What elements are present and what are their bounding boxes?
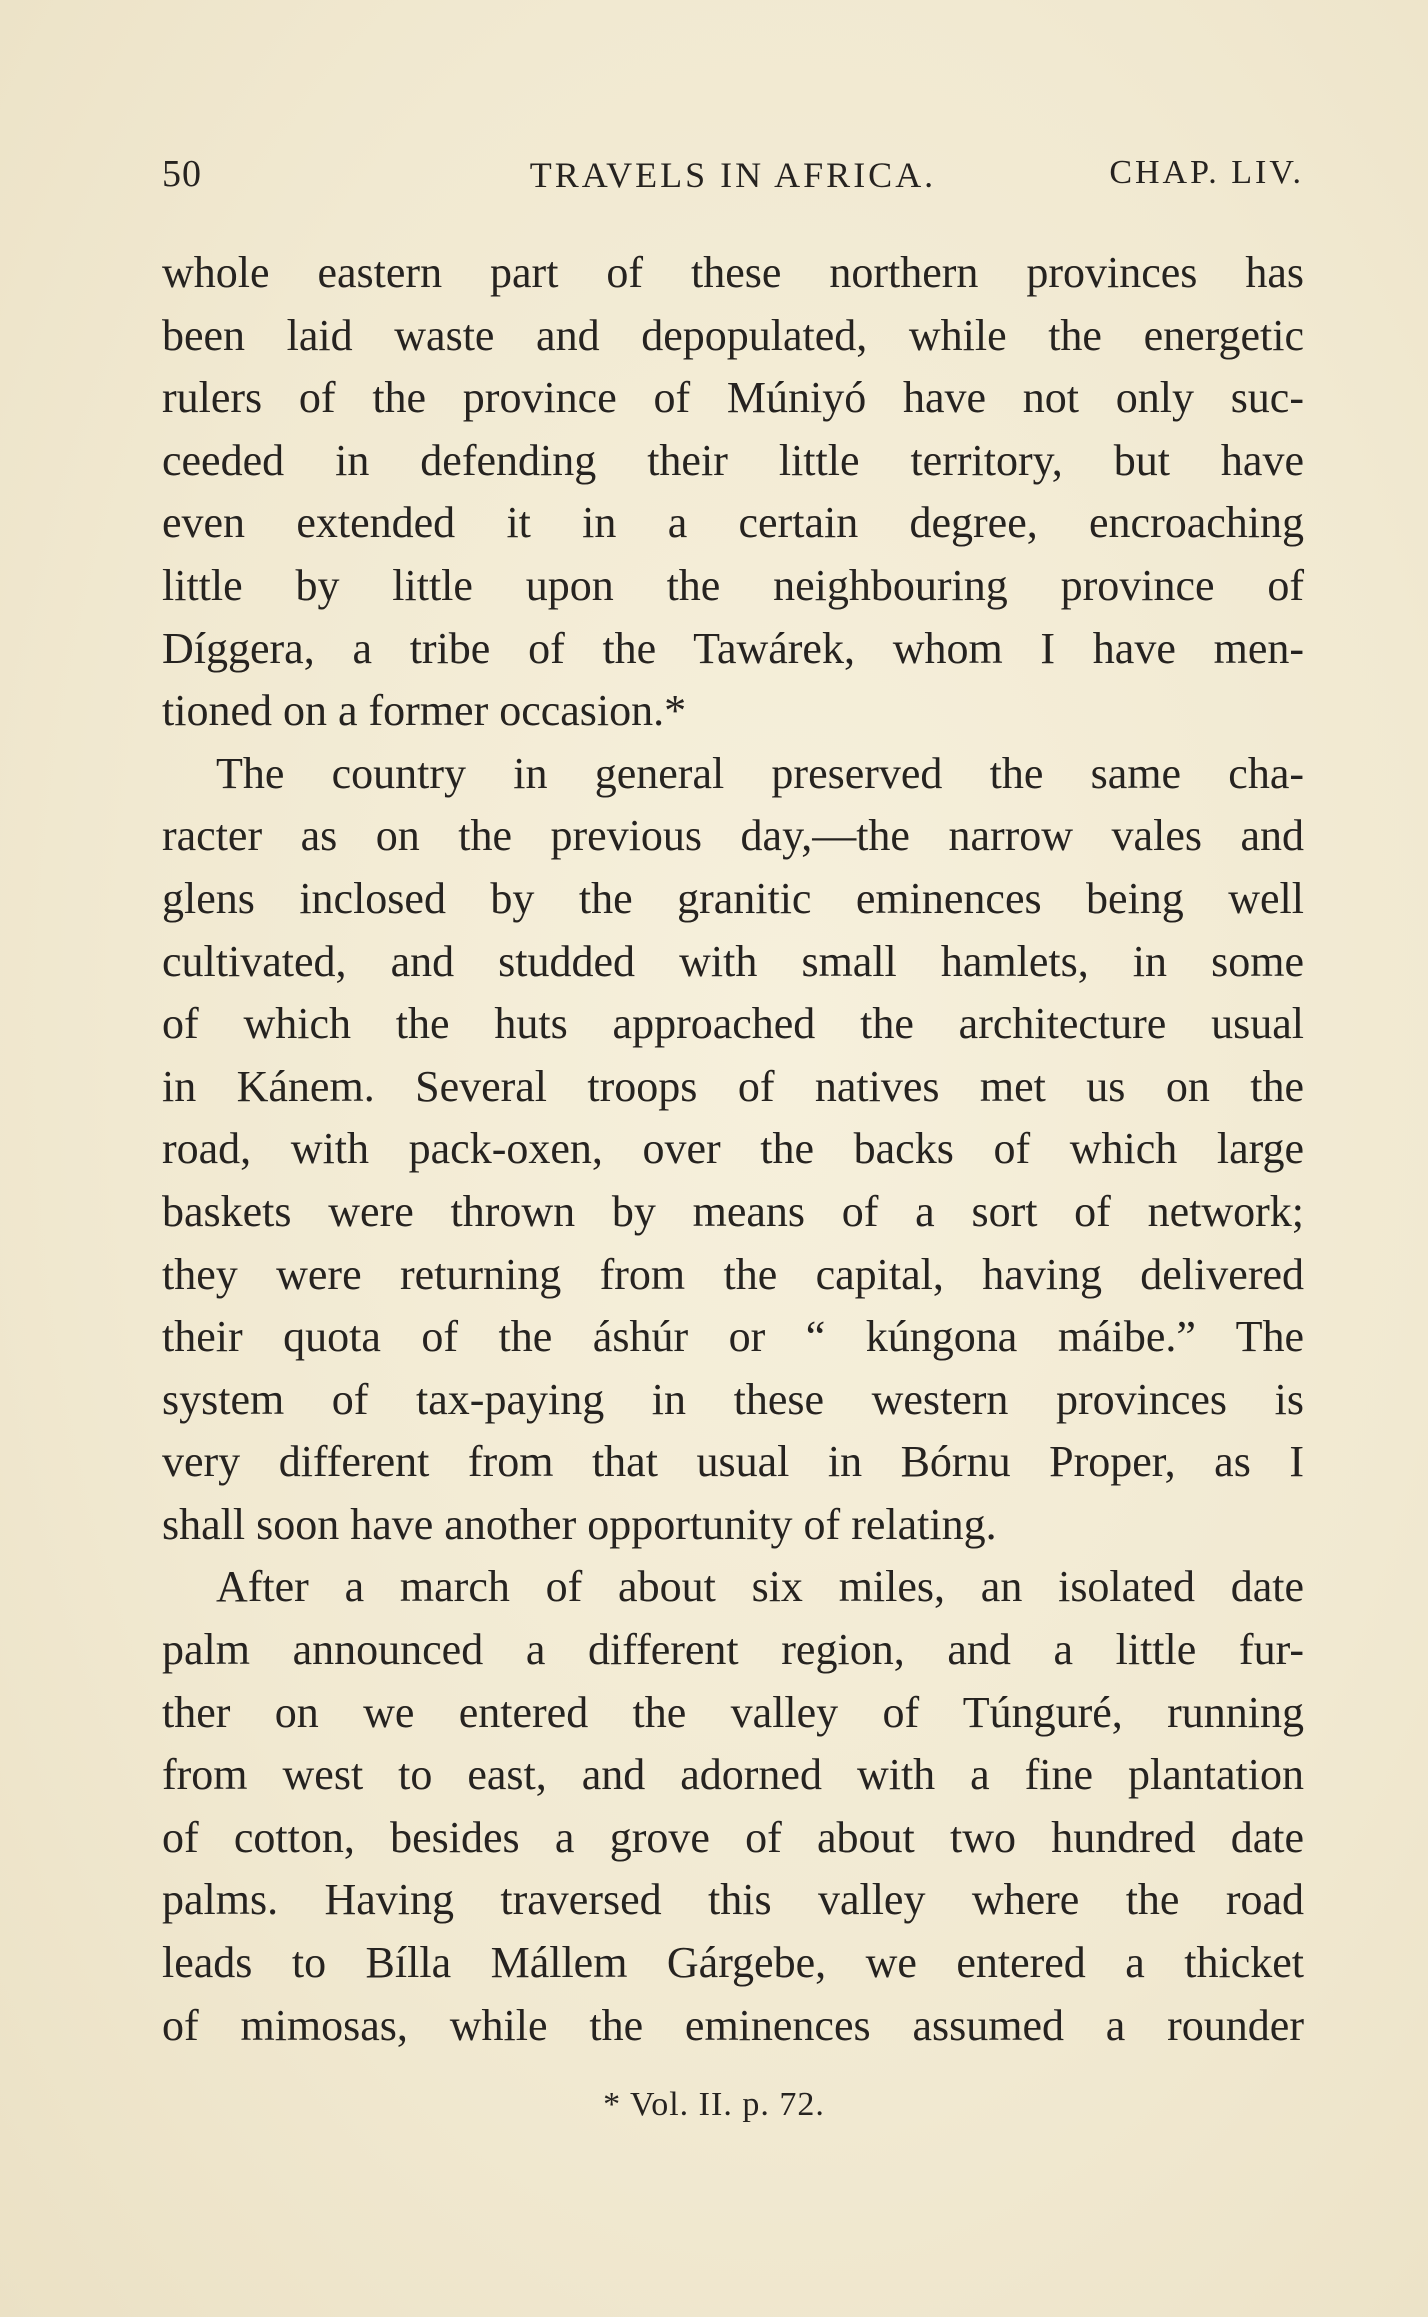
text-line: baskets were thrown by means of a sort of network; — [162, 1186, 1304, 1236]
text-line: even extended it in a certain degree, encroaching — [162, 498, 1304, 548]
text-line: very different from that usual in Bórnu Proper, as I — [162, 1437, 1304, 1487]
text-line: system of tax-paying in these western provinces is — [162, 1374, 1304, 1424]
text-line: road, with pack-oxen, over the backs of which large — [162, 1124, 1304, 1174]
text-line: of mimosas, while the eminences assumed a rounder — [162, 2000, 1304, 2050]
text-line: shall soon have another opportunity of relating. — [162, 1499, 997, 1549]
text-line: been laid waste and depopulated, while the energetic — [162, 310, 1304, 360]
text-line: Díggera, a tribe of the Tawárek, whom I have men- — [162, 623, 1304, 673]
text-line: palms. Having traversed this valley where the road — [162, 1875, 1304, 1925]
text-line: from west to east, and adorned with a fine plantation — [162, 1750, 1304, 1800]
text-line: racter as on the previous day,—the narrow vales and — [162, 811, 1304, 861]
page-number: 50 — [162, 153, 202, 195]
text-line: little by little upon the neighbouring province of — [162, 560, 1304, 610]
text-line: of which the huts approached the architecture usual — [162, 999, 1304, 1049]
text-line: ceeded in defending their little territory, but have — [162, 435, 1304, 485]
text-line: glens inclosed by the granitic eminences being well — [162, 873, 1304, 923]
text-line: leads to Bílla Mállem Gárgebe, we entered a thicket — [162, 1938, 1304, 1988]
text-line: of cotton, besides a grove of about two hundred date — [162, 1812, 1304, 1862]
text-line: ther on we entered the valley of Túnguré, running — [162, 1687, 1304, 1737]
body-text — [162, 242, 1304, 2057]
text-line: tioned on a former occasion.* — [162, 686, 687, 736]
running-head — [162, 152, 1304, 202]
text-line: palm announced a different region, and a little fur- — [162, 1625, 1304, 1675]
text-line: whole eastern part of these northern provinces has — [162, 248, 1304, 297]
text-line: they were returning from the capital, having delivered — [162, 1249, 1304, 1299]
running-title: TRAVELS IN AFRICA. — [529, 155, 937, 195]
text-line: After a march of about six miles, an isolated date — [216, 1562, 1304, 1612]
text-line: their quota of the áshúr or “ kúngona máibe.” The — [162, 1312, 1304, 1362]
text-line: in Kánem. Several troops of natives met us on the — [162, 1061, 1304, 1111]
text-line: cultivated, and studded with small hamlets, in some — [162, 936, 1304, 986]
chapter-label: CHAP. LIV. — [1109, 154, 1304, 191]
text-line: rulers of the province of Múniyó have not only suc- — [162, 373, 1304, 423]
text-line: The country in general preserved the same cha- — [216, 748, 1304, 798]
footnote: * Vol. II. p. 72. — [603, 2086, 825, 2123]
